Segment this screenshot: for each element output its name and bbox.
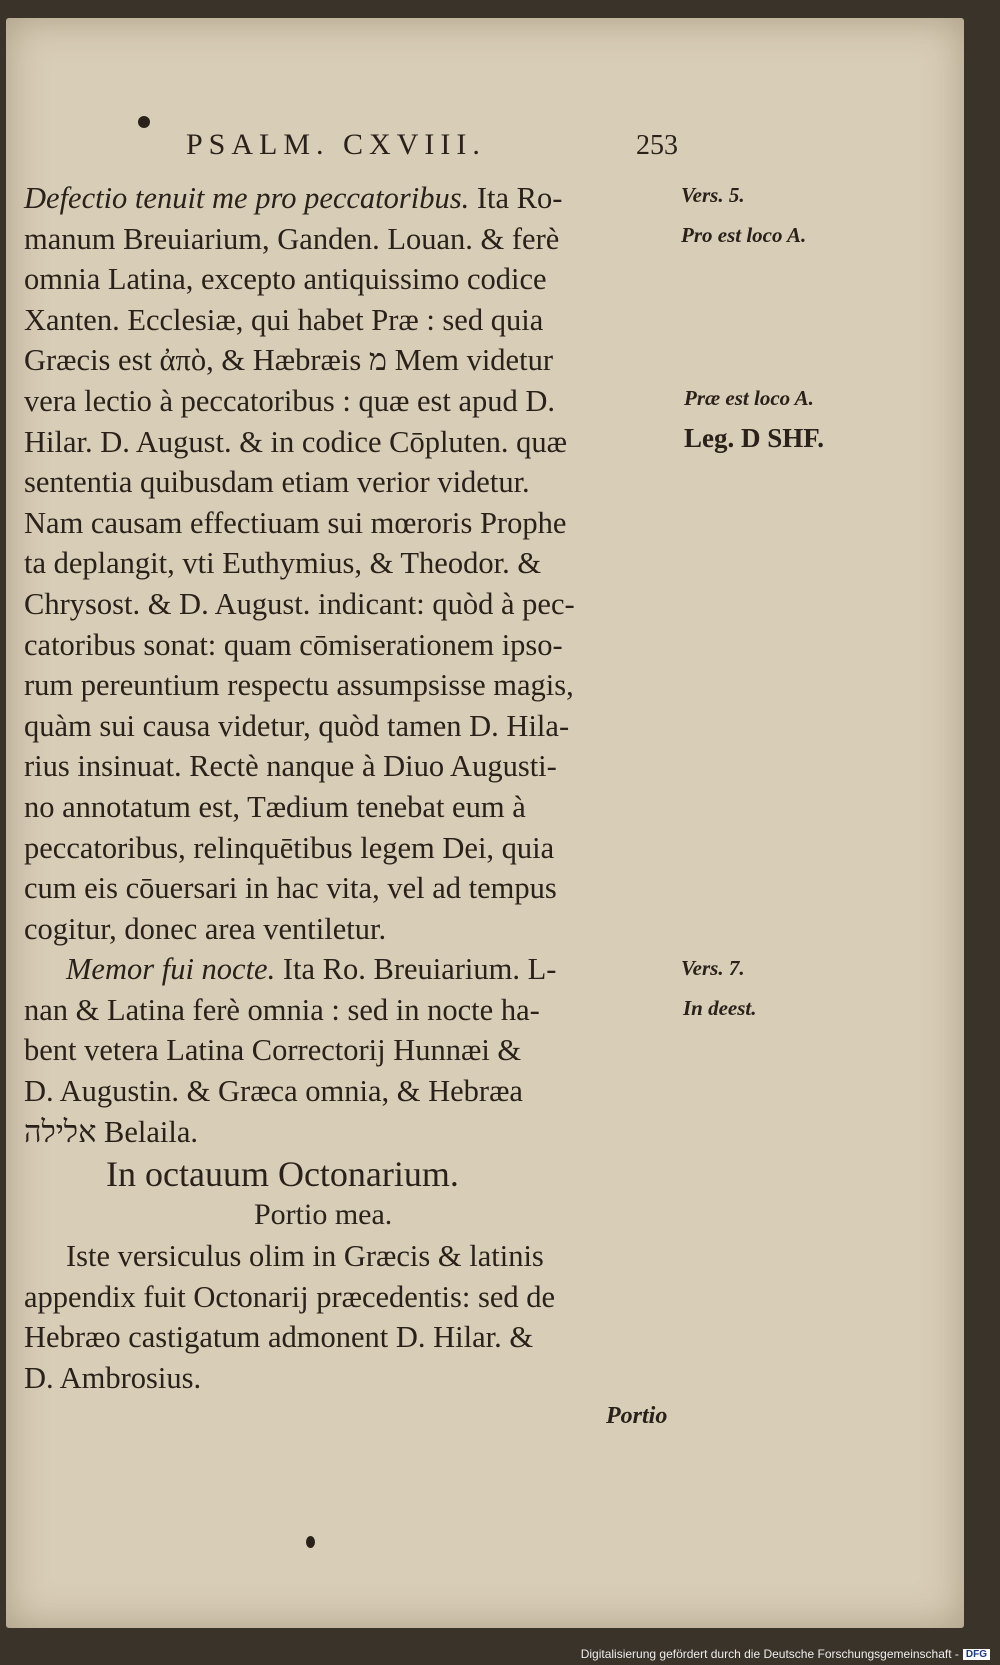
text-line: [24, 868, 679, 909]
line-text: Hilar. D. August. & in codice Cōpluten. quæ: [24, 424, 568, 459]
text-line: [24, 990, 679, 1031]
margin-note-verse7: Vers. 7.: [681, 956, 745, 980]
line-text: vera lectio à peccatoribus : quæ est apud D.: [24, 383, 556, 418]
section-heading: In octauum Octonarium.: [106, 1154, 459, 1194]
line-text: Nam causam effectiuam sui mœroris Prophe: [24, 505, 567, 540]
commentary-text: [24, 178, 679, 1152]
text-line: [24, 909, 679, 950]
text-line: [24, 1358, 679, 1399]
ink-spot: [138, 116, 150, 128]
text-line: [24, 1112, 679, 1153]
text-line: [24, 746, 679, 787]
text-line: [24, 1236, 679, 1277]
line-text: אלילה Belaila.: [24, 1114, 199, 1149]
line-text: Ita Ro. Breuiarium. L-: [275, 952, 557, 987]
text-line: [24, 219, 679, 260]
line-text: appendix fuit Octonarij præcedentis: sed de: [24, 1279, 556, 1314]
section-text: [24, 1236, 679, 1398]
footer-text: Digitalisierung gefördert durch die Deutsche Forschungsgemeinschaft -: [580, 1647, 959, 1661]
line-text: rius insinuat. Rectè nanque à Diuo Augusti-: [24, 749, 557, 784]
line-text: Xanten. Ecclesiæ, qui habet Præ : sed quia: [24, 302, 544, 337]
text-line: [24, 1277, 679, 1318]
line-text: Græcis est ἀπὸ, & Hæbræis מ Mem videtur: [24, 343, 553, 378]
line-text: peccatoribus, relinquētibus legem Dei, quia: [24, 830, 555, 865]
text-line: [24, 422, 679, 463]
line-text: catoribus sonat: quam cōmiserationem ipso-: [24, 627, 563, 662]
text-line: [24, 1071, 679, 1112]
book-page: [6, 18, 964, 1628]
line-text: D. Augustin. & Græca omnia, & Hebræa: [24, 1074, 523, 1109]
catchword: Portio: [606, 1403, 668, 1429]
section-subheading: Portio mea.: [254, 1198, 393, 1231]
running-head: PSALM. CXVIII.: [186, 128, 486, 161]
digitization-footer: [581, 1647, 990, 1661]
margin-note-in-deest: In deest.: [683, 996, 757, 1020]
text-line: [24, 1317, 679, 1358]
line-text: no annotatum est, Tædium tenebat eum à: [24, 789, 526, 824]
line-text: bent vetera Latina Correctorij Hunnæi &: [24, 1033, 522, 1068]
text-line: [24, 503, 679, 544]
margin-note-verse5: Vers. 5.: [681, 183, 745, 207]
text-line: [24, 949, 679, 990]
lemma: Memor fui nocte.: [66, 952, 276, 987]
text-line: [24, 584, 679, 625]
text-line: [24, 178, 679, 219]
line-text: rum pereuntium respectu assumpsisse magis,: [24, 668, 574, 703]
text-line: [24, 787, 679, 828]
text-line: [24, 665, 679, 706]
text-line: [24, 625, 679, 666]
line-text: cum eis cōuersari in hac vita, vel ad tempus: [24, 871, 557, 906]
text-line: [24, 543, 679, 584]
dfg-logo: DFG: [963, 1649, 990, 1660]
line-text: Chrysost. & D. August. indicant: quòd à pec-: [24, 586, 575, 621]
margin-note-pro: Pro est loco A.: [681, 223, 807, 247]
line-text: ta deplangit, vti Euthymius, & Theodor. &: [24, 546, 542, 581]
page-number: 253: [636, 130, 678, 161]
line-text: cogitur, donec area ventiletur.: [24, 911, 387, 946]
ink-spot-bottom: [306, 1536, 315, 1548]
text-line: [24, 300, 679, 341]
line-text: nan & Latina ferè omnia : sed in nocte ha-: [24, 992, 540, 1027]
line-text: omnia Latina, excepto antiquissimo codice: [24, 262, 547, 297]
line-text: Iste versiculus olim in Græcis & latinis: [66, 1239, 544, 1273]
line-text: Hebræo castigatum admonent D. Hilar. &: [24, 1320, 534, 1355]
margin-note-prae: Præ est loco A.: [684, 386, 814, 410]
text-line: [24, 462, 679, 503]
text-line: [24, 381, 679, 422]
line-text: manum Breuiarium, Ganden. Louan. & ferè: [24, 221, 560, 256]
line-text: sententia quibusdam etiam verior videtur.: [24, 465, 530, 500]
margin-note-leg: Leg. D SHF.: [684, 423, 825, 453]
text-line: [24, 340, 679, 381]
line-text: quàm sui causa videtur, quòd tamen D. Hila-: [24, 708, 570, 743]
line-text: Ita Ro-: [469, 181, 563, 215]
lemma: Defectio tenuit me pro peccatoribus.: [24, 181, 470, 215]
text-line: [24, 828, 679, 869]
text-line: [24, 706, 679, 747]
text-line: [24, 1030, 679, 1071]
text-line: [24, 259, 679, 300]
line-text: D. Ambrosius.: [24, 1360, 202, 1395]
